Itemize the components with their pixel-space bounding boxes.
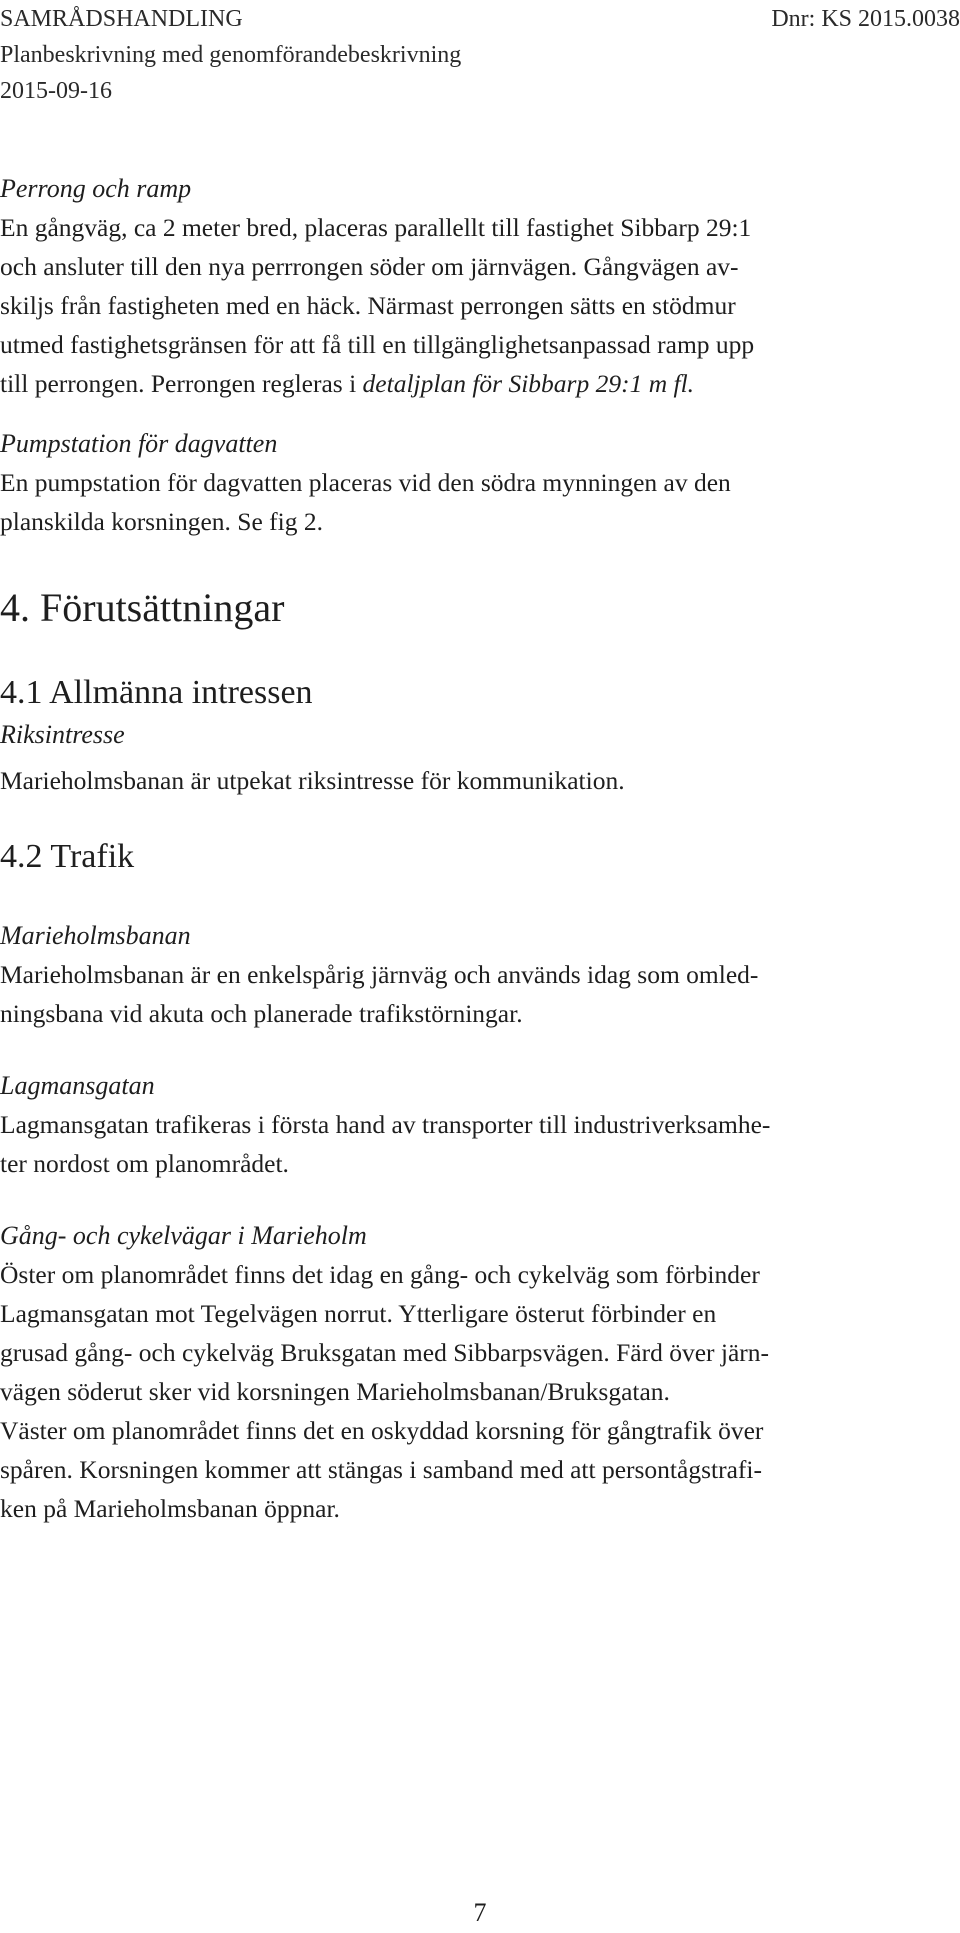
text-line: Marieholmsbanan är utpekat riksintresse för kommunikation. (0, 766, 625, 795)
subheading-perrong: Perrong och ramp (0, 174, 192, 203)
page-number: 7 (473, 1898, 487, 1927)
document-title: Planbeskrivning med genomförandebeskrivning (0, 42, 462, 68)
paragraph-riksintresse (0, 761, 935, 800)
document-type: SAMRÅDSHANDLING (0, 6, 243, 32)
plan-reference: detaljplan för Sibbarp 29:1 m fl. (362, 369, 695, 398)
text-line: och ansluter till den nya perrrongen söder om järnvägen. Gångvägen av- (0, 252, 739, 281)
text-line: ken på Marieholmsbanan öppnar. (0, 1494, 340, 1523)
page-content (0, 170, 935, 1528)
subheading-marieholmsbanan: Marieholmsbanan (0, 921, 191, 950)
document-date: 2015-09-16 (0, 78, 112, 104)
text-line: ningsbana vid akuta och planerade trafikstörningar. (0, 999, 523, 1028)
text-line: planskilda korsningen. Se fig 2. (0, 507, 323, 536)
section-pumpstation (0, 425, 935, 541)
heading-forutsattningar: 4. Förutsättningar (0, 585, 285, 630)
text-line: Marieholmsbanan är en enkelspårig järnväg och används idag som omled- (0, 960, 759, 989)
paragraph-marieholmsbanan (0, 955, 935, 1033)
text-line: vägen söderut sker vid korsningen Marieholmsbanan/Bruksgatan. (0, 1377, 670, 1406)
text-line: spåren. Korsningen kommer att stängas i samband med att persontågstrafi- (0, 1455, 762, 1484)
section-allmanna-intressen (0, 671, 935, 800)
document-reference: Dnr: KS 2015.0038 (771, 6, 960, 32)
text-line: Väster om planområdet finns det en oskyddad korsning för gångtrafik över (0, 1416, 764, 1445)
subheading-lagmansgatan: Lagmansgatan (0, 1071, 155, 1100)
text-line: grusad gång- och cykelväg Bruksgatan med Sibbarpsvägen. Färd över järn- (0, 1338, 770, 1367)
section-lagmansgatan (0, 1067, 935, 1183)
page-header (0, 0, 960, 110)
text-line: En pumpstation för dagvatten placeras vid den södra mynningen av den (0, 468, 731, 497)
text-line: ter nordost om planområdet. (0, 1149, 289, 1178)
paragraph-lagmansgatan (0, 1105, 935, 1183)
paragraph-perrong (0, 208, 935, 403)
text-line: till perrongen. Perrongen regleras i (0, 369, 363, 398)
heading-trafik: 4.2 Trafik (0, 838, 135, 875)
subheading-riksintresse: Riksintresse (0, 720, 125, 749)
paragraph-gang-cykelvagar (0, 1255, 935, 1528)
text-line: En gångväg, ca 2 meter bred, placeras parallellt till fastighet Sibbarp 29:1 (0, 213, 752, 242)
heading-allmanna-intressen: 4.1 Allmänna intressen (0, 674, 313, 711)
paragraph-pumpstation (0, 463, 935, 541)
text-line: Lagmansgatan trafikeras i första hand av transporter till industriverksamhe- (0, 1110, 771, 1139)
text-line: Öster om planområdet finns det idag en gång- och cykelväg som förbinder (0, 1260, 760, 1289)
text-line: utmed fastighetsgränsen för att få till en tillgänglighetsanpassad ramp upp (0, 330, 755, 359)
text-line: skiljs från fastigheten med en häck. Närmast perrongen sätts en stödmur (0, 291, 736, 320)
text-line: Lagmansgatan mot Tegelvägen norrut. Ytterligare österut förbinder en (0, 1299, 717, 1328)
section-marieholmsbanan (0, 917, 935, 1033)
section-gang-cykelvagar (0, 1217, 935, 1528)
section-perrong (0, 170, 935, 403)
subheading-gang-cykelvagar: Gång- och cykelvägar i Marieholm (0, 1221, 367, 1250)
subheading-pumpstation: Pumpstation för dagvatten (0, 429, 278, 458)
